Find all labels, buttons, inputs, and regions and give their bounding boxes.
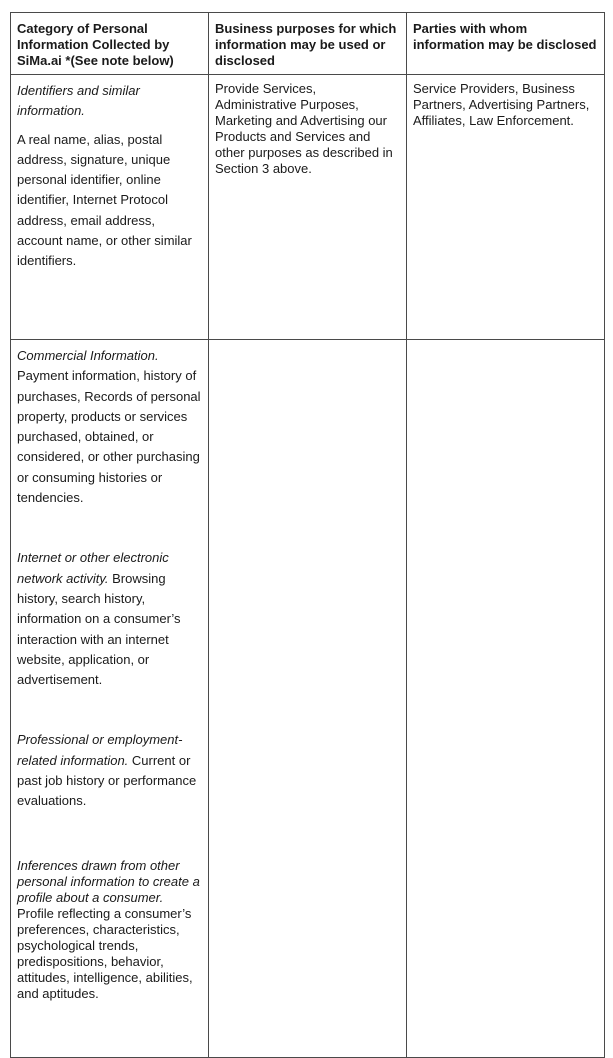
header-parties: Parties with whom information may be disclosed (407, 13, 605, 75)
parties-text: Service Providers, Business Partners, Advertising Partners, Affiliates, Law Enforcement. (413, 81, 590, 128)
identifiers-title: Identifiers and similar information. (17, 83, 140, 119)
commercial-description: Payment information, history of purchases, Records of personal property, products or services purchased, obtained, or considered, or other purchasing or consuming histories or tendencies. (17, 368, 201, 506)
category-cell (11, 340, 209, 1058)
empty-parties-cell (407, 340, 605, 1058)
inferences-title: Inferences drawn from other personal information to create a profile about a consumer. (17, 857, 200, 905)
inferences-information (17, 858, 202, 1002)
header-business-purposes: Business purposes for which information may be used or disclosed (209, 13, 407, 75)
internet-description: Browsing history, search history, information on a consumer’s interaction with an internet website, application, or advertisement. (17, 570, 181, 688)
professional-title: Professional or employment-related information. (17, 732, 183, 768)
category-cell (11, 75, 209, 340)
parties-cell (407, 75, 605, 340)
commercial-information (17, 346, 202, 508)
internet-activity (17, 548, 202, 690)
professional-description: Current or past job history or performance evaluations. (17, 752, 197, 809)
commercial-title: Commercial Information. (17, 348, 159, 363)
purposes-text: Provide Services, Administrative Purposes, Marketing and Advertising our Products and Services and other purposes as described in Section 3 above. (215, 81, 393, 176)
internet-title: Internet or other electronic network activity. (17, 550, 169, 586)
table-row (11, 75, 605, 340)
purposes-cell (209, 75, 407, 340)
identifiers-description: A real name, alias, postal address, signature, unique personal identifier, online identifier, Internet Protocol address, email address, account name, or other similar identifiers. (17, 131, 192, 269)
inferences-description: Profile reflecting a consumer’s preferences, characteristics, psychological trends, predispositions, behavior, attitudes, intelligence, abilities, and aptitudes. (17, 905, 193, 1001)
header-category: Category of Personal Information Collected by SiMa.ai *(See note below) (11, 13, 209, 75)
header-row (11, 13, 605, 75)
empty-purposes-cell (209, 340, 407, 1058)
professional-information (17, 730, 202, 811)
personal-information-table (10, 12, 605, 1058)
table-row (11, 340, 605, 1058)
